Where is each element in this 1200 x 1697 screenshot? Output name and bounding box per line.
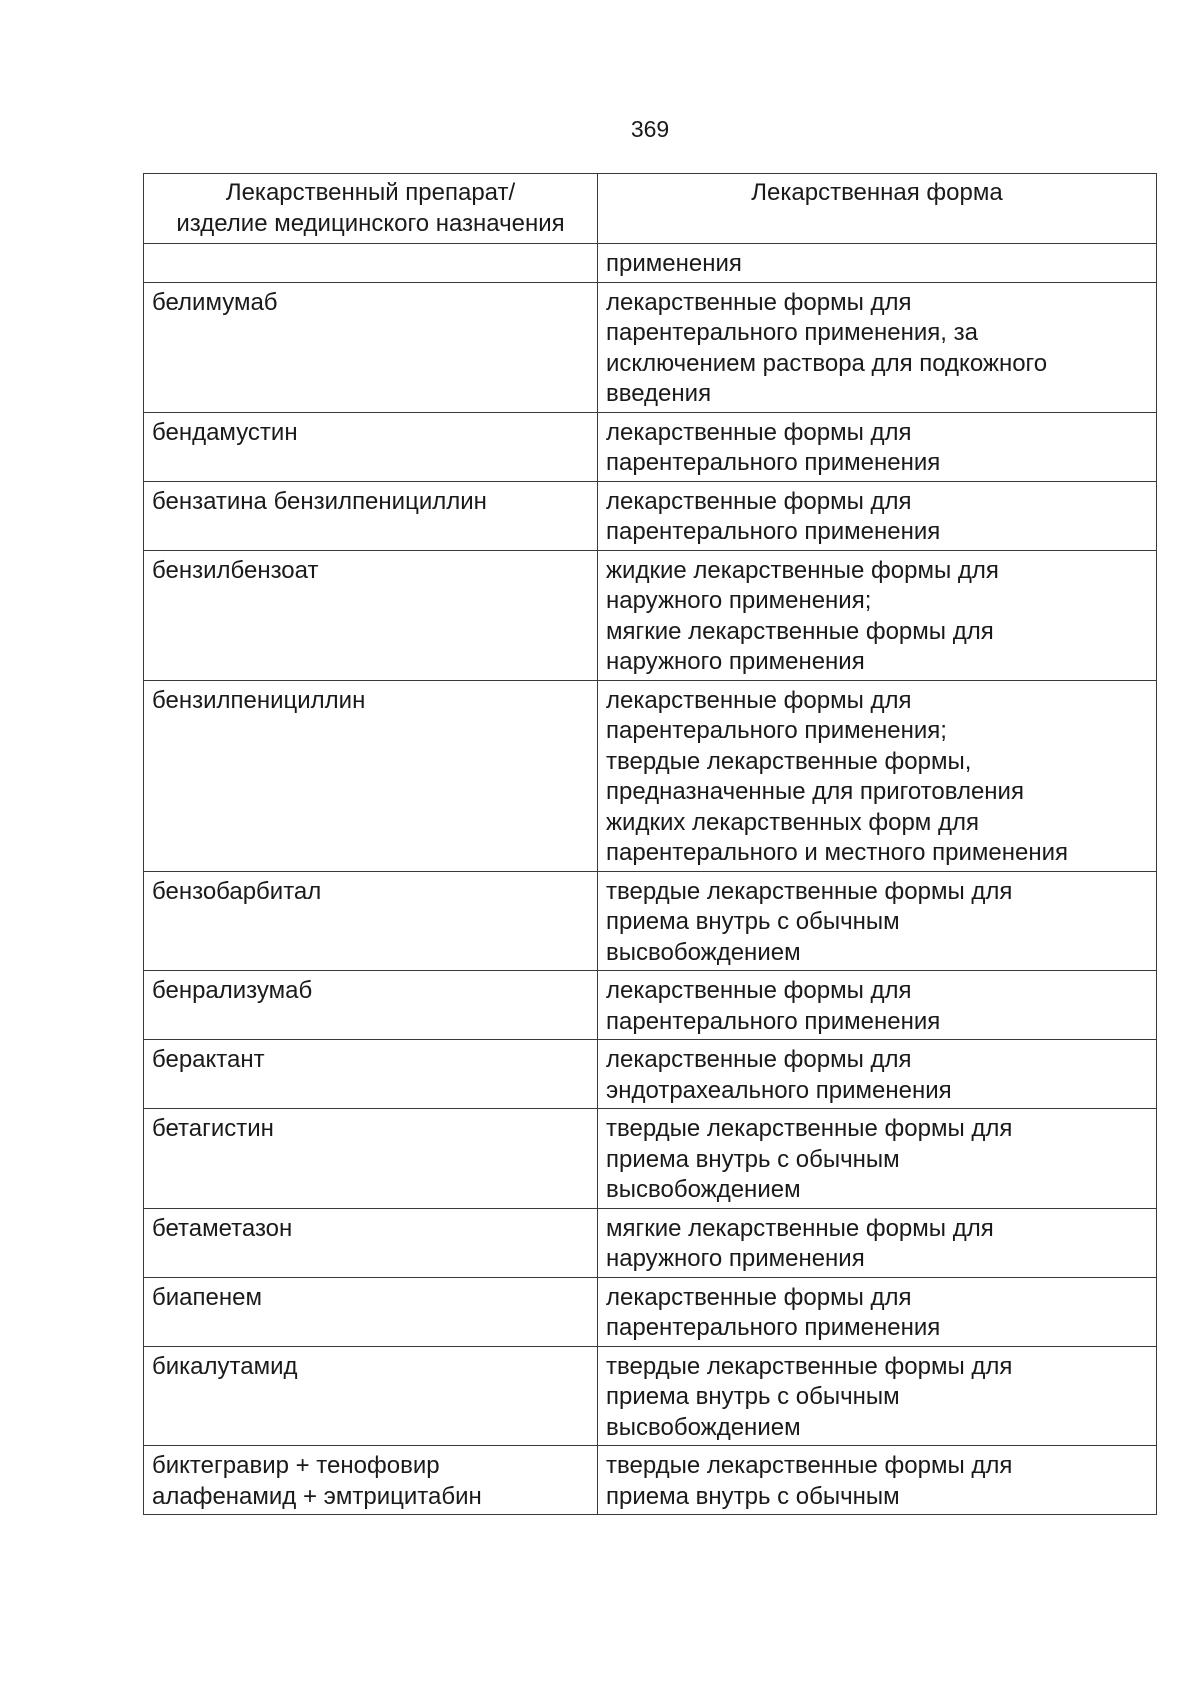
dosage-form-line: наружного применения [606, 648, 865, 675]
dosage-form-line: парентерального применения; [606, 717, 947, 744]
drug-name-cell [144, 680, 598, 871]
dosage-form-line: парентерального применения [606, 518, 941, 545]
dosage-form-cell [598, 481, 1157, 550]
dosage-form-line: твердые лекарственные формы для [606, 877, 1013, 905]
drug-name-line: биктегравир + тенофовир [152, 1452, 440, 1479]
dosage-form-line: парентерального применения [606, 449, 941, 476]
drug-name-cell [144, 1446, 598, 1515]
drug-name-cell [144, 550, 598, 680]
drug-name-cell [144, 1346, 598, 1446]
drug-name-line: бетаметазон [152, 1214, 293, 1242]
dosage-form-line: исключением раствора для подкожного [606, 349, 1048, 377]
dosage-form-line: лекарственные формы для [606, 288, 912, 316]
dosage-form-line: жидких лекарственных форм для [606, 808, 979, 836]
dosage-form-line: приема внутрь с обычным [606, 1482, 900, 1510]
dosage-form-line: лекарственные формы для [606, 487, 912, 515]
dosage-form-cell [598, 1346, 1157, 1446]
table-row [144, 282, 1157, 412]
drug-name-cell [144, 971, 598, 1040]
drug-name-line: бикалутамид [152, 1352, 298, 1380]
table-body [144, 244, 1157, 1515]
dosage-form-cell [598, 1446, 1157, 1515]
dosage-form-cell [598, 550, 1157, 680]
drug-name-cell [144, 1040, 598, 1109]
dosage-form-line: лекарственные формы для [606, 1283, 912, 1311]
drug-name-cell [144, 871, 598, 971]
header-drug [144, 174, 598, 244]
drug-name-cell [144, 412, 598, 481]
header-drug-line: Лекарственный препарат/ [225, 179, 516, 206]
dosage-form-cell [598, 871, 1157, 971]
table-row [144, 481, 1157, 550]
dosage-form-line: лекарственные формы для [606, 1046, 912, 1073]
dosage-form-line: парентерального применения [606, 1314, 941, 1341]
table-row [144, 1040, 1157, 1109]
table-row [144, 1208, 1157, 1277]
drug-name-line: бензобарбитал [152, 877, 322, 905]
dosage-form-line: введения [606, 380, 712, 407]
dosage-form-cell [598, 282, 1157, 412]
dosage-form-line: наружного применения; [606, 587, 872, 614]
header-form-line: Лекарственная форма [751, 179, 1003, 206]
table-row [144, 1446, 1157, 1515]
dosage-form-line: приема внутрь с обычным [606, 908, 900, 935]
table-header-row [144, 174, 1157, 244]
drug-name-cell [144, 481, 598, 550]
dosage-form-line: мягкие лекарственные формы для [606, 617, 994, 645]
drug-name-line: бензилбензоат [152, 556, 319, 584]
drug-name-cell [144, 244, 598, 283]
drug-name-line: бетагистин [152, 1115, 274, 1142]
drug-name-line: биапенем [152, 1283, 262, 1311]
drug-name-line: бенрализумаб [152, 977, 313, 1004]
dosage-form-line: применения [606, 250, 742, 277]
dosage-form-line: мягкие лекарственные формы для [606, 1214, 994, 1242]
dosage-form-line: парентерального применения [606, 1007, 941, 1035]
drug-name-cell [144, 1208, 598, 1277]
dosage-form-line: высвобождением [606, 938, 801, 966]
table-row [144, 871, 1157, 971]
dosage-form-line: твердые лекарственные формы для [606, 1115, 1013, 1142]
dosage-form-line: наружного применения [606, 1245, 865, 1272]
dosage-form-line: приема внутрь с обычным [606, 1383, 900, 1410]
dosage-form-cell [598, 412, 1157, 481]
dosage-form-line: лекарственные формы для [606, 686, 912, 714]
drug-name-cell [144, 1109, 598, 1209]
dosage-form-line: твердые лекарственные формы, [606, 747, 972, 775]
dosage-form-cell [598, 1040, 1157, 1109]
table-row [144, 412, 1157, 481]
table-row [144, 971, 1157, 1040]
drug-name-line: бензатина бензилпенициллин [152, 487, 487, 515]
dosage-form-cell [598, 680, 1157, 871]
dosage-form-line: парентерального и местного применения [606, 839, 1069, 866]
dosage-form-cell [598, 1208, 1157, 1277]
dosage-form-cell [598, 1277, 1157, 1346]
dosage-form-line: приема внутрь с обычным [606, 1145, 900, 1173]
page-number: 369 [630, 116, 670, 142]
drug-name-line: бензилпенициллин [152, 686, 366, 714]
dosage-form-cell [598, 244, 1157, 283]
drug-name-line: алафенамид + эмтрицитабин [152, 1482, 482, 1510]
dosage-form-line: парентерального применения, за [606, 319, 978, 346]
header-drug-line: изделие медицинского назначения [176, 209, 565, 237]
table-row [144, 1277, 1157, 1346]
table-row [144, 244, 1157, 283]
drug-name-cell [144, 1277, 598, 1346]
dosage-form-line: высвобождением [606, 1176, 801, 1203]
dosage-form-line: лекарственные формы для [606, 977, 912, 1004]
dosage-form-line: лекарственные формы для [606, 418, 912, 446]
dosage-form-line: твердые лекарственные формы для [606, 1352, 1013, 1380]
dosage-form-line: твердые лекарственные формы для [606, 1452, 1013, 1479]
header-form [598, 174, 1157, 244]
drug-name-cell [144, 282, 598, 412]
dosage-form-line: предназначенные для приготовления [606, 778, 1024, 805]
table-row [144, 1346, 1157, 1446]
drug-name-line: белимумаб [152, 288, 278, 316]
dosage-form-line: высвобождением [606, 1413, 801, 1441]
drug-name-line: бендамустин [152, 418, 298, 446]
drug-table [143, 173, 1157, 1515]
table-row [144, 550, 1157, 680]
dosage-form-cell [598, 971, 1157, 1040]
dosage-form-line: эндотрахеального применения [606, 1076, 952, 1104]
drug-name-line: берактант [152, 1046, 265, 1073]
table-row [144, 680, 1157, 871]
dosage-form-cell [598, 1109, 1157, 1209]
dosage-form-line: жидкие лекарственные формы для [606, 556, 999, 584]
table-row [144, 1109, 1157, 1209]
